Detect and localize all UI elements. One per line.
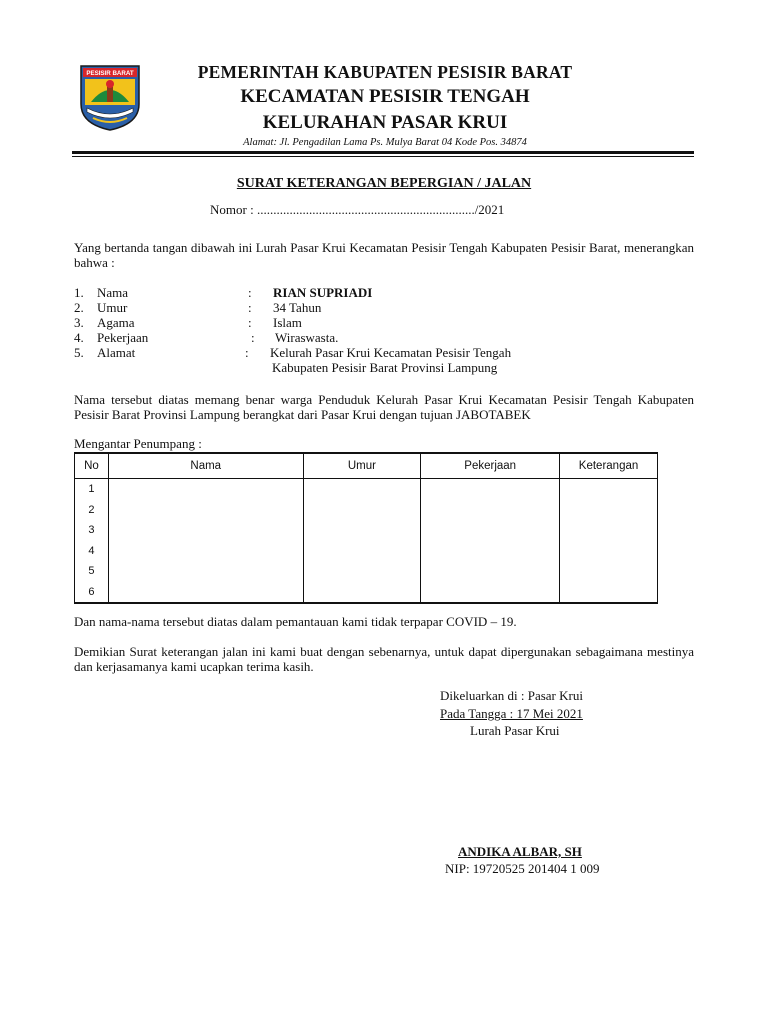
cell-keterangan [560,479,658,500]
cell-nama [108,561,303,582]
cell-nama [108,500,303,521]
identity-label: Pekerjaan [97,330,149,345]
row-number: 6 [75,582,109,604]
header-divider-thin [72,156,694,157]
table-row [75,500,658,521]
table-row [75,479,658,500]
cell-nama [108,479,303,500]
cell-umur [303,500,421,521]
identity-value-name: RIAN SUPRIADI [273,285,373,300]
identity-label: Agama [97,315,135,330]
column-header-nama: Nama [108,453,303,479]
closing-paragraph: Demikian Surat keterangan jalan ini kami buat dengan sebenarnya, untuk dapat dipergunakan sebagaimana mestinya dan kerjasamanya kami ucapkan terima kasih. [74,644,694,674]
signatory-name: ANDIKA ALBAR, SH [458,844,582,859]
identity-number: 4. [74,330,84,345]
column-header-pekerjaan: Pekerjaan [421,453,560,479]
identity-value-address-line2: Kabupaten Pesisir Barat Provinsi Lampung [272,360,498,375]
identity-colon: : [248,315,252,330]
cell-keterangan [560,541,658,562]
kop-government-line: PEMERINTAH KABUPATEN PESISIR BARAT [197,62,573,82]
identity-value-occupation: Wiraswasta. [275,330,339,345]
row-number: 1 [75,479,109,500]
cell-pekerjaan [421,561,560,582]
identity-number: 1. [74,285,84,300]
cell-pekerjaan [421,582,560,604]
table-header-row [75,453,658,479]
letter-title: SURAT KETERANGAN BEPERGIAN / JALAN [236,176,532,191]
identity-label: Umur [97,300,128,315]
residency-paragraph: Nama tersebut diatas memang benar warga Penduduk Kelurah Pasar Krui Kecamatan Pesisir Tengah Kabupaten Pesisir Barat Provinsi Lampung berangkat dari Pasar Krui dengan tujuan JABOTABEK [74,392,694,422]
table-row [75,582,658,604]
intro-paragraph: Yang bertanda tangan dibawah ini Lurah Pasar Krui Kecamatan Pesisir Tengah Kabupaten Pesisir Barat, menerangkan bahwa : [74,240,694,270]
letter-number: Nomor : .................................................................../2021 [210,202,505,217]
cell-pekerjaan [421,541,560,562]
cell-umur [303,520,421,541]
office-address: Alamat: Jl. Pengadilan Lama Ps. Mulya Barat 04 Kode Pos. 34874 [243,137,527,148]
identity-label: Alamat [97,345,136,360]
kop-village-line: KELURAHAN PASAR KRUI [262,112,508,133]
cell-umur [303,582,421,604]
kop-district-line: KECAMATAN PESISIR TENGAH [240,86,530,107]
issued-date: Pada Tangga : 17 Mei 2021 [440,706,583,721]
cell-umur [303,541,421,562]
row-number: 3 [75,520,109,541]
identity-label: Nama [97,285,129,300]
row-number: 4 [75,541,109,562]
table-row [75,561,658,582]
signatory-position: Lurah Pasar Krui [470,723,560,738]
cell-keterangan [560,520,658,541]
cell-pekerjaan [421,479,560,500]
identity-colon: : [251,330,255,345]
signatory-nip: NIP: 19720525 201404 1 009 [445,861,600,876]
row-number: 2 [75,500,109,521]
cell-umur [303,561,421,582]
cell-umur [303,479,421,500]
regency-crest-icon [79,64,141,132]
identity-number: 5. [74,345,84,360]
cell-keterangan [560,582,658,604]
column-header-no: No [75,453,109,479]
identity-value-address: Kelurah Pasar Krui Kecamatan Pesisir Tengah [270,345,512,360]
identity-colon: : [245,345,249,360]
cell-pekerjaan [421,520,560,541]
covid-statement: Dan nama-nama tersebut diatas dalam pemantauan kami tidak terpapar COVID – 19. [74,614,517,629]
cell-nama [108,541,303,562]
column-header-umur: Umur [303,453,421,479]
identity-value-age: 34 Tahun [273,300,322,315]
identity-colon: : [248,300,252,315]
passenger-table [74,452,658,604]
identity-number: 3. [74,315,84,330]
cell-keterangan [560,500,658,521]
identity-colon: : [248,285,252,300]
cell-nama [108,582,303,604]
cell-nama [108,520,303,541]
issued-place: Dikeluarkan di : Pasar Krui [440,688,583,703]
row-number: 5 [75,561,109,582]
cell-keterangan [560,561,658,582]
table-row [75,541,658,562]
identity-number: 2. [74,300,84,315]
header-divider-thick [72,151,694,154]
table-row [75,520,658,541]
column-header-keterangan: Keterangan [560,453,658,479]
cell-pekerjaan [421,500,560,521]
regency-logo [79,64,141,132]
identity-value-religion: Islam [273,315,302,330]
logo-text: PESISIR BARAT [86,70,134,77]
passenger-caption: Mengantar Penumpang : [74,436,202,451]
